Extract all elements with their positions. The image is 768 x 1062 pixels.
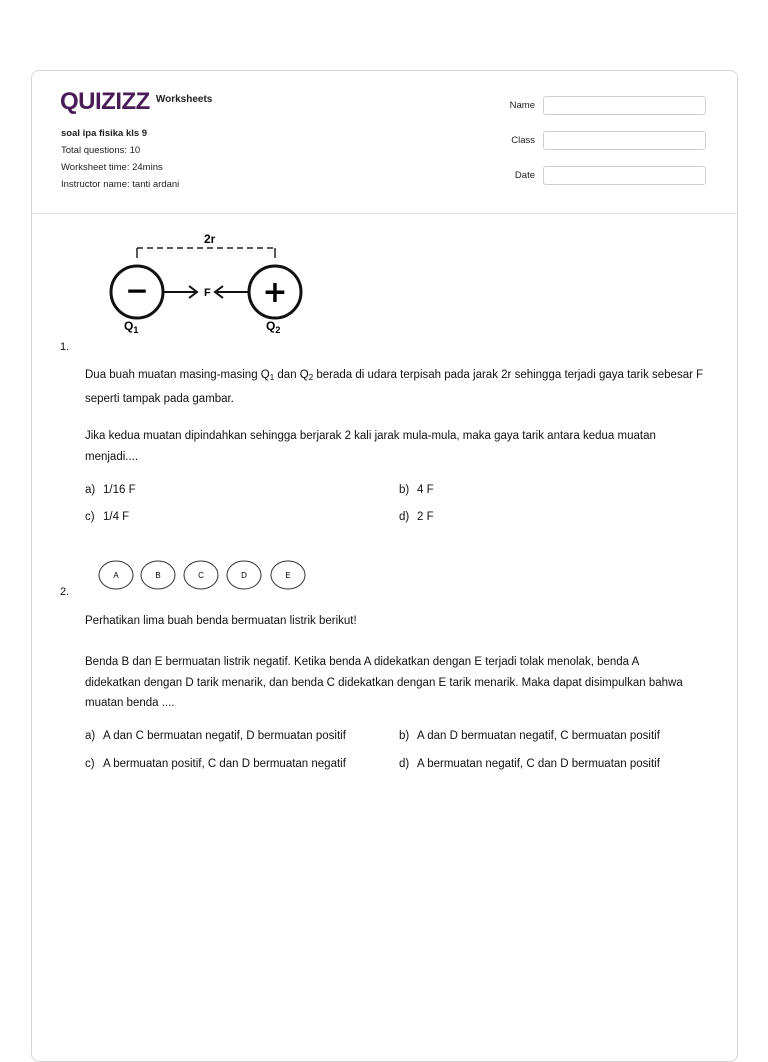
negative-symbol: − xyxy=(125,274,149,307)
worksheet-header xyxy=(32,71,737,214)
distance-label: 2r xyxy=(204,232,216,246)
instructor-name: Instructor name: tanti ardani xyxy=(61,179,180,190)
class-field[interactable] xyxy=(543,131,706,150)
question-1-option-b[interactable]: b) 4 F xyxy=(399,484,434,496)
total-questions: Total questions: 10 xyxy=(61,145,141,156)
question-2-paragraph-2: Benda B dan E bermuatan listrik negatif. Ketika benda A didekatkan dengan E terjadi tolak menolak, benda A didekatkan dengan D tarik menarik, dan benda C didekatkan dengan E tarik menarik. Maka dapat disimpulkan bahwa muatan benda .... xyxy=(85,656,683,709)
object-c-label: C xyxy=(198,571,204,580)
name-label: Name xyxy=(509,100,535,111)
five-charges-diagram xyxy=(96,558,310,592)
logo-subtitle: Worksheets xyxy=(155,93,213,105)
worksheet-time: Worksheet time: 24mins xyxy=(61,162,163,173)
question-1-paragraph-2: Jika kedua muatan dipindahkan sehingga berjarak 2 kali jarak mula-mula, maka gaya tarik antara kedua muatan menjadi.... xyxy=(85,430,656,463)
quizizz-logo xyxy=(60,89,212,115)
object-d-label: D xyxy=(241,571,247,580)
question-1-number: 1. xyxy=(60,341,70,353)
question-1-option-a[interactable]: a) 1/16 F xyxy=(85,484,136,496)
question-2-option-c[interactable]: c) A bermuatan positif, C dan D bermuatan negatif xyxy=(85,758,346,770)
question-2-paragraph-1: Perhatikan lima buah benda bermuatan listrik berikut! xyxy=(85,615,357,627)
object-e-label: E xyxy=(285,571,291,580)
date-label: Date xyxy=(514,170,535,181)
force-label: F xyxy=(204,287,211,299)
question-1-paragraph-1: Dua buah muatan masing-masing $Q_1$ dan $Q_2$ berada di udara terpisah pada jarak 2r sehingga terjadi gaya tarik sebesar F seperti tampak pada gambar. xyxy=(85,369,704,405)
date-field[interactable] xyxy=(543,166,706,185)
object-a-label: A xyxy=(113,571,119,580)
question-1-option-d[interactable]: d) 2 F xyxy=(399,511,434,523)
name-field[interactable] xyxy=(543,96,706,115)
q2-label: $Q_2$ xyxy=(266,319,281,335)
question-1-option-c[interactable]: c) 1/4 F xyxy=(85,511,130,523)
question-2-option-a[interactable]: a) A dan C bermuatan negatif, D bermuatan positif xyxy=(85,730,346,742)
charges-diagram xyxy=(100,226,320,338)
question-2-number: 2. xyxy=(60,586,70,598)
q1-label: $Q_1$ xyxy=(124,319,139,335)
logo-wordmark: QUIZIZZ xyxy=(60,88,150,115)
positive-symbol: + xyxy=(262,275,288,310)
worksheet-title: soal ipa fisika kls 9 xyxy=(61,128,148,139)
question-2-option-d[interactable]: d) A bermuatan negatif, C dan D bermuatan positif xyxy=(399,758,660,770)
class-label: Class xyxy=(511,135,535,146)
object-b-label: B xyxy=(155,571,161,580)
question-2-option-b[interactable]: b) A dan D bermuatan negatif, C bermuatan positif xyxy=(399,730,660,742)
